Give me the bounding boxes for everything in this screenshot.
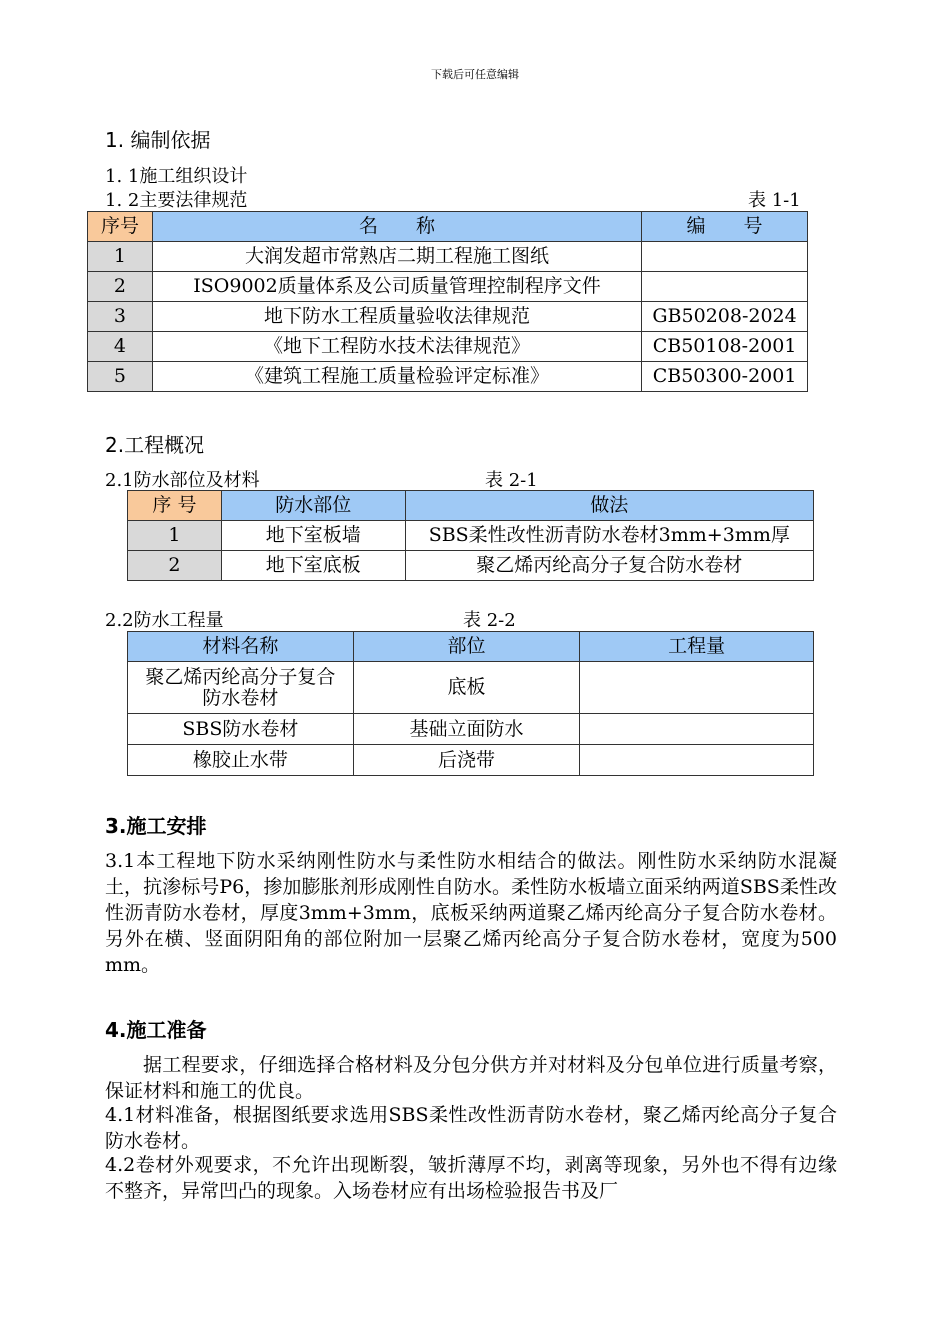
- table-header-cell: 材料名称: [128, 632, 354, 662]
- section-2-2-heading: 2.2防水工程量: [105, 610, 224, 631]
- standards-table: [87, 211, 808, 392]
- section-2-title: 2.工程概况: [105, 433, 205, 457]
- table-cell: 橡胶止水带: [128, 745, 354, 776]
- table-row: [88, 362, 808, 392]
- table-cell: 2: [128, 551, 222, 581]
- table-cell: 聚乙烯丙纶高分子复合防水卷材: [128, 662, 354, 714]
- section-4-2-paragraph: 4.2卷材外观要求，不允许出现断裂，皱折薄厚不均，剥离等现象，另外也不得有边缘不整齐，异常凹凸的现象。入场卷材应有出场检验报告书及厂: [105, 1154, 837, 1202]
- table-cell: 底板: [353, 662, 580, 714]
- table-cell: 4: [88, 332, 153, 362]
- table-cell: CB50300-2001: [642, 362, 808, 392]
- table-cell: CB50108-2001: [642, 332, 808, 362]
- table-cell: [642, 242, 808, 272]
- table-cell: 地下室底板: [221, 551, 405, 581]
- section-1-1-heading: 1. 1施工组织设计: [105, 166, 248, 187]
- table-cell: [580, 745, 814, 776]
- table-cell: 大润发超市常熟店二期工程施工图纸: [152, 242, 641, 272]
- table-1-1-label: 表 1-1: [748, 190, 801, 211]
- waterproof-parts-table: [127, 490, 814, 581]
- table-cell: 地下防水工程质量验收法律规范: [152, 302, 641, 332]
- table-cell: 后浇带: [353, 745, 580, 776]
- section-2-1-heading: 2.1防水部位及材料: [105, 470, 260, 491]
- table-cell: SBS防水卷材: [128, 714, 354, 745]
- table-cell: 《地下工程防水技术法律规范》: [152, 332, 641, 362]
- table-cell: 1: [88, 242, 153, 272]
- table-cell: [580, 714, 814, 745]
- table-header-cell: 工程量: [580, 632, 814, 662]
- section-4-1-paragraph: 4.1材料准备，根据图纸要求选用SBS柔性改性沥青防水卷材，聚乙烯丙纶高分子复合防水卷材。: [105, 1104, 837, 1152]
- table-header-cell: 序号: [88, 212, 153, 242]
- table-cell: [642, 272, 808, 302]
- table-cell: ISO9002质量体系及公司质量管理控制程序文件: [152, 272, 641, 302]
- table-2-2-label: 表 2-2: [463, 610, 516, 631]
- table-row: [128, 551, 814, 581]
- table-2-1-label: 表 2-1: [485, 470, 538, 491]
- table-cell: 2: [88, 272, 153, 302]
- table-cell: 3: [88, 302, 153, 332]
- table-header-cell: 编 号: [642, 212, 808, 242]
- table-row: [128, 662, 814, 714]
- table-cell: SBS柔性改性沥青防水卷材3mm+3mm厚: [405, 521, 813, 551]
- table-cell: 地下室板墙: [221, 521, 405, 551]
- table-row: [88, 302, 808, 332]
- table-cell: 1: [128, 521, 222, 551]
- table-row: [128, 521, 814, 551]
- section-4-title: 4.施工准备: [105, 1018, 207, 1042]
- table-header-cell: 名 称: [152, 212, 641, 242]
- section-1-title: 1. 编制依据: [105, 128, 211, 152]
- table-cell: GB50208-2024: [642, 302, 808, 332]
- table-header-cell: 序 号: [128, 491, 222, 521]
- table-cell: 5: [88, 362, 153, 392]
- quantity-table: [127, 631, 814, 776]
- table-row: [128, 745, 814, 776]
- section-3-paragraph: 3.1本工程地下防水采纳刚性防水与柔性防水相结合的做法。刚性防水采纳防水混凝土，抗渗标号P6，掺加膨胀剂形成刚性自防水。柔性防水板墙立面采纳两道SBS柔性改性沥青防水卷材，厚度3mm+3mm，底板采纳两道聚乙烯丙纶高分子复合防水卷材。另外在横、竖面阴阳角的部位附加一层聚乙烯丙纶高分子复合防水卷材，宽度为500 mm。: [105, 850, 837, 976]
- section-3-title: 3.施工安排: [105, 814, 207, 838]
- table-row: [128, 714, 814, 745]
- table-cell: 基础立面防水: [353, 714, 580, 745]
- table-header-cell: 做法: [405, 491, 813, 521]
- table-cell: [580, 662, 814, 714]
- table-row: [88, 272, 808, 302]
- table-row: [88, 332, 808, 362]
- table-row: [88, 242, 808, 272]
- table-header-cell: 部位: [353, 632, 580, 662]
- table-cell: 《建筑工程施工质量检验评定标准》: [152, 362, 641, 392]
- section-4-intro-paragraph: 据工程要求，仔细选择合格材料及分包分供方并对材料及分包单位进行质量考察，保证材料和施工的优良。: [105, 1054, 837, 1102]
- section-1-2-heading: 1. 2主要法律规范: [105, 190, 248, 211]
- page-header: 下载后可任意编辑: [431, 68, 519, 81]
- table-header-cell: 防水部位: [221, 491, 405, 521]
- table-cell: 聚乙烯丙纶高分子复合防水卷材: [405, 551, 813, 581]
